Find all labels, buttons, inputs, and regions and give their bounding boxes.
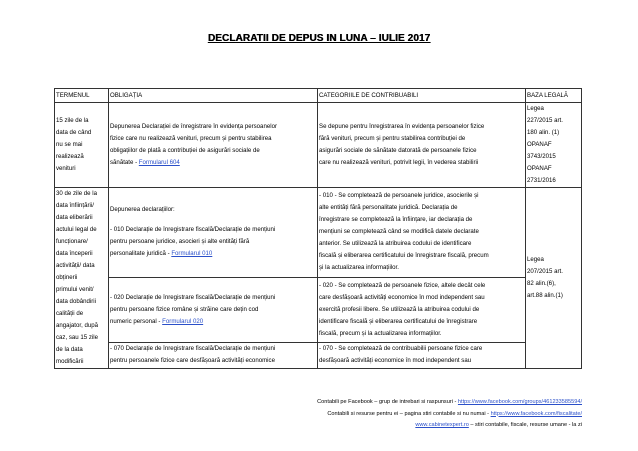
header-baza: BAZA LEGALĂ [526,89,582,103]
footer [317,397,582,432]
footer-line-1: Contabili pe Facebook – grup de intrebari si raspunsuri - https://www.facebook.com/groups/461233585594/ [317,399,582,405]
cat-010-cell: - 010 - Se completează de persoanele juridice, asocierile și alte entități fără personalitate juridică. Declarația de înregistrare se completează la înființare, iar declarația de mențiuni se completează când se modifică datele declarate anterior. Se utilizează la atribuirea codului de identificare fiscală și eliberarea certificatului de înregistrare fiscală, precum și la actualizarea informațiilor. [318,188,526,278]
row1-obligatia: Depunerea Declarației de înregistrare în evidența persoanelor fizice care nu realizează venituri, precum și pentru stabilirea obligațiilor de plată a contribuției de asigurări sociale de sănătate - Formularul 604 [109,103,318,188]
declarations-table [54,88,582,369]
row2-termen: 30 de zile de la data înființării/ data eliberării actului legal de funcționare/ data începerii activității/ data obținerii primului venit/ data dobândirii calității de angajator, după caz, sau 15 zile de la data modificării [55,188,109,369]
row1-categorii: Se depune pentru înregistrarea în evidența persoanelor fizice fără venituri, precum și pentru stabilirea contribuției de asigurări sociale de sănătate datorată de persoanele fizice care nu realizează venituri, potrivit legii, în vederea stabilirii [318,103,526,188]
facebook-page-link[interactable]: https://www.facebook.com/fiscalitate/ [490,410,582,417]
formular-604-link[interactable]: Formularul 604 [138,159,180,166]
formular-020-link[interactable]: Formularul 020 [162,317,204,325]
formular-010-link[interactable]: Formularul 010 [171,250,213,258]
facebook-group-link[interactable]: https://www.facebook.com/groups/461233585594/ [457,399,582,405]
header-obligatia: OBLIGAȚIA [109,89,318,103]
table-header-row [55,89,582,103]
footer-line-2: Contabili si resurse pentru ei – pagina stiri contabile si nu numai - https://www.facebook.com/fiscalitate/ [327,410,582,417]
header-termen: TERMENUL [55,89,109,103]
decl-070-cell: - 070 Declarație de înregistrare fiscală/Declarație de mențiuni pentru persoanele fizice care desfășoară activități economice [109,342,318,368]
cat-020-cell: - 020 - Se completează de persoanele fizice, altele decât cele care desfășoară activități economice în mod independent sau exercită profesii libere. Se utilizează la atribuirea codului de identificare fiscală și eliberarea certificatului de înregistrare fiscală, precum și la actualizarea informațiilor. [318,277,526,342]
table-row [55,342,582,368]
footer-line-3: www.cabinetexpert.ro – stiri contabile, fiscale, resurse umane - la zi [415,422,582,428]
row2-baza: Legea 207/2015 art. 82 alin.(6), art.88 alin.(1) [526,188,582,369]
table-row [55,103,582,188]
page-title: DECLARATII DE DEPUS IN LUNA – IULIE 2017 [207,33,431,44]
table-row [55,188,582,278]
row1-baza: Legea 227/2015 art. 180 alin. (1) OPANAF 3743/2015 OPANAF 2731/2016 [526,103,582,188]
cat-070-cell: - 070 - Se completează de contribuabilii persoane fizice care desfășoară activități economice în mod independent sau [318,342,526,368]
row1-termen: 15 zile de la data de când nu se mai realizează venituri [55,103,109,188]
decl-020-cell: - 020 Declarație de înregistrare fiscală/Declarație de mențiuni pentru persoane fizice române și străine care dețin cod numeric personal - Formularul 020 [109,277,318,342]
cabinetexpert-link[interactable]: www.cabinetexpert.ro [415,422,469,428]
decl-010-cell: Depunerea declarațiilor: - 010 Declarație de înregistrare fiscală/Declarație de mențiuni pentru persoane juridice, asocieri și alte entități fără personalitate juridică - Formularul 010 [109,188,318,278]
table-row [55,277,582,342]
header-categorii: CATEGORIILE DE CONTRIBUABILI [318,89,526,103]
